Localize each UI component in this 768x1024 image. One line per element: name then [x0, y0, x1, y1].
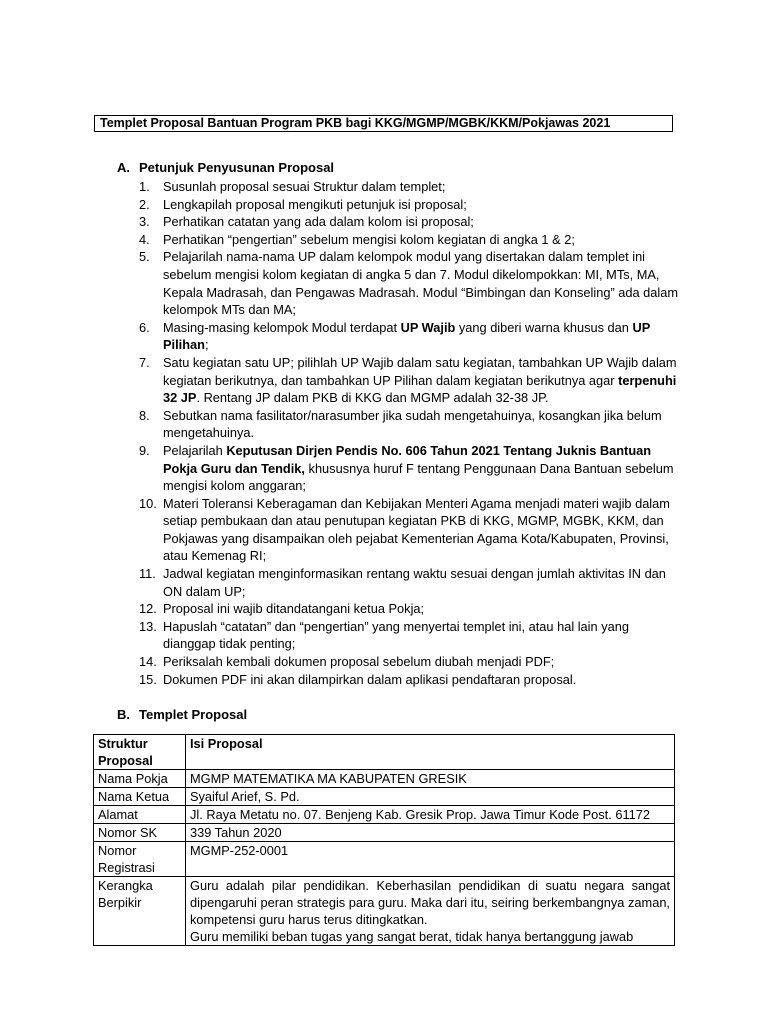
row-value: MGMP-252-0001: [186, 842, 675, 877]
instruction-text: Sebutkan nama fasilitator/narasumber jika sudah mengetahuinya, kosangkan jika belum mengetahuinya.: [163, 407, 662, 441]
instruction-item: [139, 618, 679, 653]
instruction-item: [139, 196, 679, 214]
instruction-bold-text: UP Wajib: [400, 319, 456, 335]
instruction-text: Masing-masing kelompok Modul terdapat: [163, 319, 401, 335]
instruction-number: 2.: [139, 196, 150, 212]
table-row: [94, 877, 675, 946]
instruction-text: khususnya huruf F tentang Penggunaan Dana Bantuan sebelum mengisi kolom anggaran;: [163, 460, 674, 494]
table-row: [94, 770, 675, 788]
header-isi: Isi Proposal: [186, 735, 675, 770]
row-label: Alamat: [94, 806, 186, 824]
instruction-item: [139, 248, 679, 318]
instruction-text: yang diberi warna khusus dan: [455, 319, 633, 335]
instruction-number: 5.: [139, 249, 150, 265]
table-row: [94, 824, 675, 842]
row-label: Nama Pokja: [94, 770, 186, 788]
header-struktur: Struktur Proposal: [94, 735, 186, 770]
row-value: MGMP MATEMATIKA MA KABUPATEN GRESIK: [186, 770, 675, 788]
section-a-letter: A.: [117, 160, 130, 175]
instruction-item: [139, 495, 679, 565]
instruction-number: 14.: [139, 654, 157, 670]
kerangka-paragraph: Guru adalah pilar pendidikan. Keberhasilan pendidikan di suatu negara sangat dipengaruhi peran strategis para guru. Maka dari itu, seiring berkembangnya zaman, kompetensi guru harus terus ditingkatkan.: [190, 878, 670, 927]
instruction-text: Satu kegiatan satu UP; pilihlah UP Wajib dalam satu kegiatan, tambahkan UP Wajib dalam kegiatan berikutnya, dan tambahkan UP Pilihan dalam kegiatan berikutnya agar: [163, 354, 677, 388]
instruction-text: Jadwal kegiatan menginformasikan rentang waktu sesuai dengan jumlah aktivitas IN dan ON dalam UP;: [163, 566, 666, 599]
table-row: [94, 842, 675, 877]
instruction-text: . Rentang JP dalam PKB di KKG dan MGMP adalah 32-38 JP.: [196, 390, 549, 406]
instruction-number: 1.: [139, 179, 150, 194]
section-b-title: Templet Proposal: [139, 707, 248, 722]
instruction-text: Susunlah proposal sesuai Struktur dalam templet;: [163, 179, 446, 194]
proposal-template-table: [93, 734, 675, 946]
row-label: Nomor SK: [94, 824, 186, 842]
row-label: Kerangka Berpikir: [94, 877, 186, 946]
table-header-row: [94, 735, 675, 770]
instruction-bold-text: UP Pilihan: [163, 319, 651, 353]
instruction-number: 13.: [139, 618, 157, 634]
row-value: 339 Tahun 2020: [186, 824, 675, 842]
instruction-text: Perhatikan catatan yang ada dalam kolom isi proposal;: [163, 214, 474, 230]
instruction-item: [139, 231, 679, 249]
row-label: Nama Ketua: [94, 788, 186, 806]
instruction-item: [139, 354, 679, 407]
instruction-number: 10.: [139, 495, 157, 511]
instruction-text: Lengkapilah proposal mengikuti petunjuk isi proposal;: [163, 196, 467, 212]
instruction-text: Perhatikan “pengertian” sebelum mengisi kolom kegiatan di angka 1 & 2;: [163, 231, 575, 247]
instruction-number: 12.: [139, 601, 157, 617]
instruction-number: 4.: [139, 231, 150, 247]
instruction-item: [139, 565, 679, 600]
section-b-letter: B.: [117, 707, 130, 722]
instruction-text: Periksalah kembali dokumen proposal sebelum diubah menjadi PDF;: [163, 654, 555, 670]
section-a-title: Petunjuk Penyusunan Proposal: [139, 160, 335, 175]
instruction-text: Pelajarilah: [163, 442, 227, 458]
row-value: Syaiful Arief, S. Pd.: [186, 788, 675, 806]
instruction-number: 3.: [139, 214, 150, 230]
instruction-number: 8.: [139, 407, 150, 423]
instruction-number: 7.: [139, 354, 150, 370]
instruction-text: ;: [204, 337, 209, 353]
section-a-heading: [117, 160, 334, 175]
section-b-heading: [117, 707, 247, 722]
instruction-text: Proposal ini wajib ditandatangani ketua Pokja;: [163, 601, 425, 617]
instruction-bold-text: Keputusan Dirjen Pendis No. 606 Tahun 2021 Tentang Juknis Bantuan Pokja Guru dan Tendik,: [163, 442, 652, 476]
instruction-bold-text: terpenuhi 32 JP: [163, 372, 677, 406]
kerangka-paragraph: Guru memiliki beban tugas yang sangat berat, tidak hanya bertanggung jawab: [190, 929, 634, 944]
instruction-text: Pelajarilah nama-nama UP dalam kelompok modul yang disertakan dalam templet ini sebelum mengisi kolom kegiatan di angka 5 dan 7. Modul dikelompokkan: MI, MTs, MA, Kepala Madrasah, dan Pengawas Madrasah. Modul “Bimbingan dan Konseling” ada dalam kelompok MTs dan MA;: [163, 249, 679, 318]
instruction-number: 9.: [139, 442, 150, 458]
document-title: Templet Proposal Bantuan Program PKB bagi KKG/MGMP/MGBK/KKM/Pokjawas 2021: [94, 115, 673, 132]
instruction-text: Dokumen PDF ini akan dilampirkan dalam aplikasi pendaftaran proposal.: [163, 671, 577, 687]
instruction-item: [139, 653, 679, 671]
table-row: [94, 788, 675, 806]
table-row: [94, 806, 675, 824]
instruction-number: 6.: [139, 319, 150, 335]
instruction-text: Hapuslah “catatan” dan “pengertian” yang menyertai templet ini, atau hal lain yang dianggap tidak penting;: [163, 618, 629, 652]
instruction-item: [139, 178, 679, 196]
row-value: Jl. Raya Metatu no. 07. Benjeng Kab. Gresik Prop. Jawa Timur Kode Post. 61172: [186, 806, 675, 824]
instruction-item: [139, 407, 679, 442]
instruction-list: [139, 178, 679, 688]
instruction-item: [139, 319, 679, 354]
instruction-item: [139, 213, 679, 231]
row-label: Nomor Registrasi: [94, 842, 186, 877]
instruction-item: [139, 671, 679, 689]
instruction-text: Materi Toleransi Keberagaman dan Kebijakan Menteri Agama menjadi materi wajib dalam setiap pembukaan dan atau penutupan kegiatan PKB di KKG, MGMP, MGBK, KKM, dan Pokjawas yang disampaikan oleh pejabat Kementerian Agama Kota/Kabupaten, Provinsi, atau Kemenag RI;: [163, 495, 670, 564]
instruction-number: 11.: [139, 566, 156, 582]
instruction-number: 15.: [139, 671, 157, 687]
instruction-item: [139, 442, 679, 495]
row-value: [186, 877, 675, 946]
instruction-item: [139, 600, 679, 618]
